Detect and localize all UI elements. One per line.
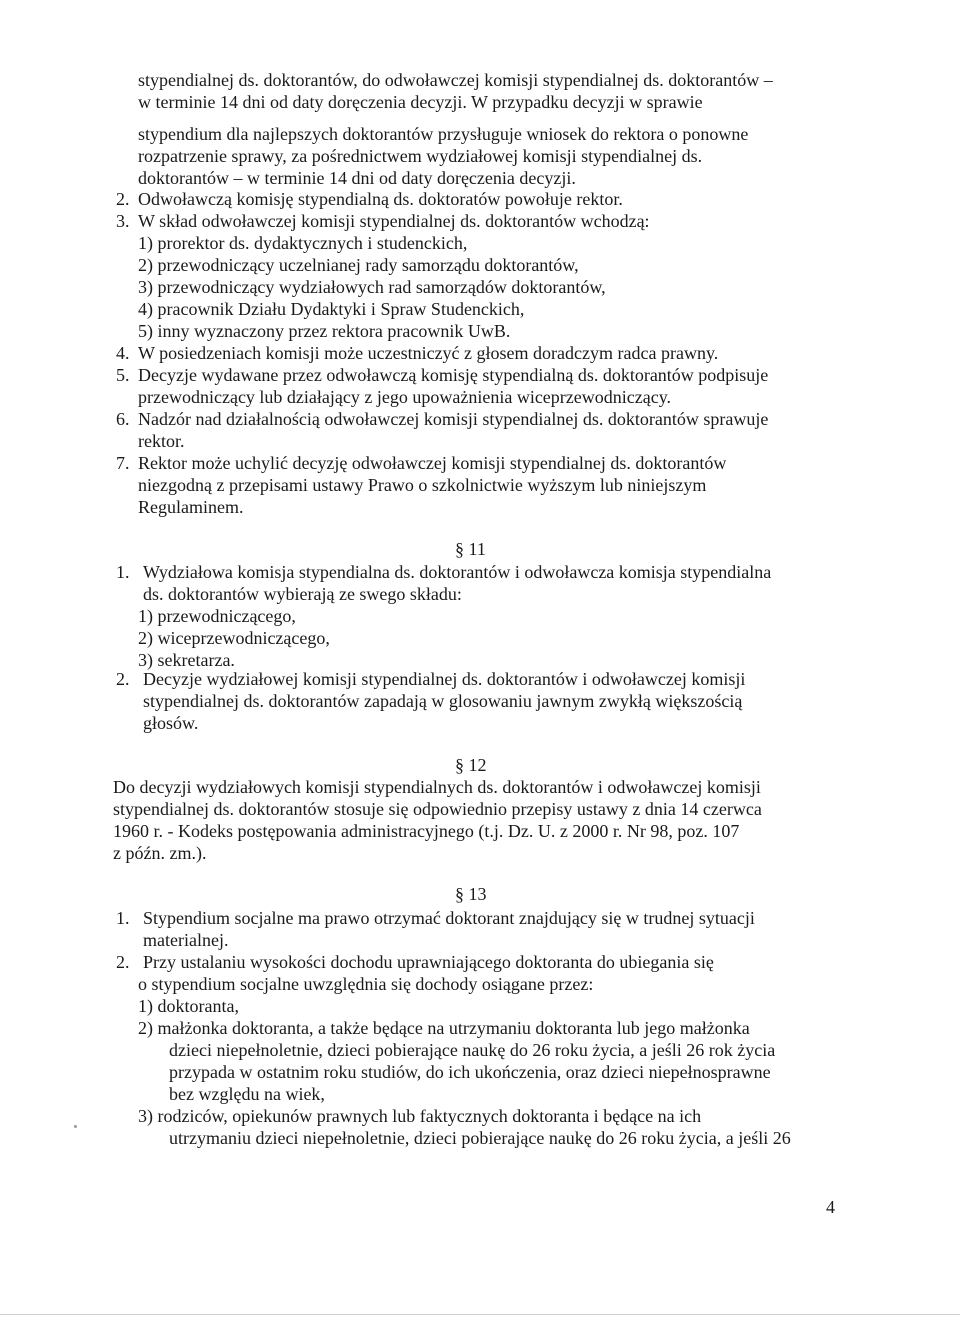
text-line: stypendialnej ds. doktorantów, do odwoławczej komisji stypendialnej ds. doktorantów –: [138, 70, 773, 90]
text-line: o stypendium socjalne uwzględnia się dochody osiągane przez:: [138, 974, 594, 994]
text-line: w terminie 14 dni od daty doręczenia decyzji. W przypadku decyzji w sprawie: [138, 92, 703, 112]
text-line: Stypendium socjalne ma prawo otrzymać doktorant znajdujący się w trudnej sytuacji: [143, 908, 755, 928]
text-line: ds. doktorantów wybierają ze swego składu:: [143, 584, 462, 604]
sub-item: 3) sekretarza.: [138, 650, 235, 670]
text-line: Przy ustalaniu wysokości dochodu uprawniającego doktoranta do ubiegania się: [143, 952, 714, 972]
item-number: 3.: [116, 211, 130, 231]
text-line: Rektor może uchylić decyzję odwoławczej komisji stypendialnej ds. doktorantów: [138, 453, 727, 473]
text-line: przewodniczący lub działający z jego upoważnienia wiceprzewodniczący.: [138, 387, 672, 407]
sub-item: 5) inny wyznaczony przez rektora pracownik UwB.: [138, 321, 511, 341]
text-line: Wydziałowa komisja stypendialna ds. doktorantów i odwoławcza komisja stypendialna: [143, 562, 772, 582]
text-line: bez względu na wiek,: [169, 1084, 325, 1104]
text-line: dzieci niepełnoletnie, dzieci pobierające naukę do 26 roku życia, a jeśli 26 rok życia: [169, 1040, 776, 1060]
text-line: 1960 r. - Kodeks postępowania administracyjnego (t.j. Dz. U. z 2000 r. Nr 98, poz. 107: [113, 821, 740, 841]
sub-item: 1) prorektor ds. dydaktycznych i studenckich,: [138, 233, 468, 253]
text-line: W skład odwoławczej komisji stypendialnej ds. doktorantów wchodzą:: [138, 211, 650, 231]
text-line: Decyzje wydziałowej komisji stypendialnej ds. doktorantów i odwoławczej komisji: [143, 669, 746, 689]
text-line: stypendialnej ds. doktorantów zapadają w glosowaniu jawnym zwykłą większością: [143, 691, 743, 711]
text-line: materialnej.: [143, 930, 229, 950]
sub-item: 2) przewodniczący uczelnianej rady samorządu doktorantów,: [138, 255, 579, 275]
text-line: rektor.: [138, 431, 185, 451]
section-heading: § 11: [455, 539, 486, 559]
section-heading: § 12: [455, 755, 487, 775]
page-number: 4: [826, 1197, 835, 1217]
text-line: Decyzje wydawane przez odwoławczą komisję stypendialną ds. doktorantów podpisuje: [138, 365, 769, 385]
text-line: przypada w ostatnim roku studiów, do ich ukończenia, oraz dzieci niepełnosprawne: [169, 1062, 771, 1082]
item-number: 2.: [116, 189, 130, 209]
text-line: doktorantów – w terminie 14 dni od daty doręczenia decyzji.: [138, 168, 576, 188]
sub-item: 4) pracownik Działu Dydaktyki i Spraw Studenckich,: [138, 299, 525, 319]
sub-item: 2) małżonka doktoranta, a także będące na utrzymaniu doktoranta lub jego małżonka: [138, 1018, 750, 1038]
text-line: rozpatrzenie sprawy, za pośrednictwem wydziałowej komisji stypendialnej ds.: [138, 146, 703, 166]
text-line: z późn. zm.).: [113, 843, 207, 863]
scan-edge-line: [0, 1314, 960, 1315]
item-number: 1.: [116, 908, 130, 928]
text-line: stypendium dla najlepszych doktorantów przysługuje wniosek do rektora o ponowne: [138, 124, 749, 144]
sub-item: 3) rodziców, opiekunów prawnych lub faktycznych doktoranta i będące na ich: [138, 1106, 702, 1126]
item-number: 6.: [116, 409, 130, 429]
sub-item: 1) przewodniczącego,: [138, 606, 296, 626]
item-number: 1.: [116, 562, 130, 582]
text-line: Do decyzji wydziałowych komisji stypendialnych ds. doktorantów i odwoławczej komisji: [113, 777, 761, 797]
item-number: 7.: [116, 453, 130, 473]
text-line: W posiedzeniach komisji może uczestniczyć z głosem doradczym radca prawny.: [138, 343, 719, 363]
item-number: 2.: [116, 952, 130, 972]
text-line: niezgodną z przepisami ustawy Prawo o szkolnictwie wyższym lub niniejszym: [138, 475, 707, 495]
scan-speck: [74, 1125, 77, 1128]
sub-item: 3) przewodniczący wydziałowych rad samorządów doktorantów,: [138, 277, 606, 297]
text-line: głosów.: [143, 713, 199, 733]
text-line: Regulaminem.: [138, 497, 244, 517]
item-number: 5.: [116, 365, 130, 385]
section-heading: § 13: [455, 884, 487, 904]
text-line: stypendialnej ds. doktorantów stosuje się odpowiednio przepisy ustawy z dnia 14 czerwca: [113, 799, 762, 819]
text-line: Odwoławczą komisję stypendialną ds. doktoratów powołuje rektor.: [138, 189, 623, 209]
text-line: Nadzór nad działalnością odwoławczej komisji stypendialnej ds. doktorantów sprawuje: [138, 409, 769, 429]
item-number: 2.: [116, 669, 130, 689]
sub-item: 1) doktoranta,: [138, 996, 239, 1016]
sub-item: 2) wiceprzewodniczącego,: [138, 628, 330, 648]
item-number: 4.: [116, 343, 130, 363]
text-line: utrzymaniu dzieci niepełnoletnie, dzieci pobierające naukę do 26 roku życia, a jeśli 26: [169, 1128, 791, 1148]
